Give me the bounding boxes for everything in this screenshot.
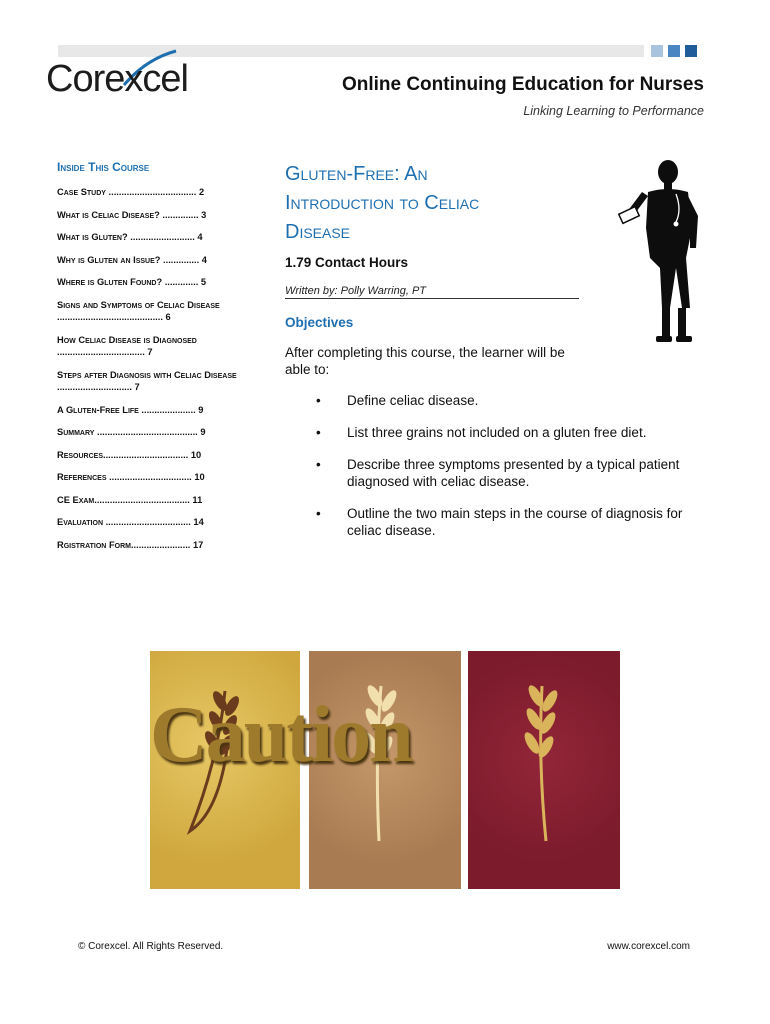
toc-heading: Inside This Course	[57, 160, 150, 174]
toc-item-page: 4	[201, 254, 207, 265]
toc-item-page: 9	[198, 404, 204, 415]
toc-item[interactable]	[57, 276, 239, 289]
objective-item	[316, 424, 711, 441]
objective-text: List three grains not included on a gluten free diet.	[347, 425, 647, 440]
toc-item-label: Summary .......................................	[57, 427, 198, 437]
toc-item-page: 3	[201, 209, 207, 220]
header-square-light	[651, 45, 663, 57]
table-of-contents	[57, 186, 239, 561]
wheat-icon	[468, 651, 620, 889]
footer-website[interactable]: www.corexcel.com	[607, 941, 690, 952]
objectives-heading: Objectives	[285, 315, 354, 330]
course-title	[285, 160, 565, 247]
divider	[285, 298, 579, 299]
objective-item	[316, 505, 711, 539]
toc-item-page: 2	[198, 187, 205, 197]
toc-item-page: 4	[197, 232, 203, 242]
toc-item-page: 10	[190, 449, 202, 460]
objective-item	[316, 456, 711, 490]
toc-item-label: Where is Gluten Found? .............	[57, 277, 199, 287]
toc-item-label: Why is Gluten an Issue? ..............	[57, 254, 200, 265]
toc-item-label: Rgistration Form.......................	[57, 539, 191, 550]
course-title-line-3: Disease	[285, 221, 351, 243]
toc-item[interactable]	[57, 299, 239, 324]
contact-hours: 1.79 Contact Hours	[285, 255, 409, 270]
toc-item[interactable]	[57, 426, 239, 439]
toc-item-label: How Celiac Disease is Diagnosed ..................................	[57, 334, 197, 357]
toc-item-label: What is Gluten? .........................	[57, 232, 195, 242]
toc-item[interactable]	[57, 404, 239, 417]
toc-item-page: 17	[192, 539, 204, 550]
nurse-silhouette-icon	[618, 158, 718, 348]
caution-wordart: Caution	[150, 691, 412, 779]
toc-item[interactable]	[57, 186, 239, 199]
toc-item-label: A Gluten-Free Life .....................	[57, 404, 196, 415]
objective-text: Define celiac disease.	[347, 393, 479, 408]
toc-item-label: References ................................	[57, 472, 192, 482]
bullet-icon: •	[316, 457, 321, 472]
toc-item-label: What is Celiac Disease? ..............	[57, 209, 199, 220]
course-title-line-2: Introduction to Celiac	[285, 192, 480, 214]
objective-text: Outline the two main steps in the course of diagnosis for celiac disease.	[347, 506, 683, 538]
toc-item[interactable]	[57, 231, 239, 244]
toc-item-page: 7	[147, 347, 153, 357]
toc-item[interactable]	[57, 471, 239, 484]
toc-item-page: 14	[193, 517, 204, 527]
toc-item[interactable]	[57, 449, 239, 462]
header-square-dark	[685, 45, 697, 57]
toc-item-label: Evaluation .................................	[57, 517, 191, 527]
corexcel-logo: Corexcel	[46, 58, 188, 100]
author-line: Written by: Polly Warring, PT	[285, 285, 426, 297]
bullet-icon: •	[316, 425, 321, 440]
toc-item[interactable]	[57, 334, 239, 359]
header-square-mid	[668, 45, 680, 57]
bullet-icon: •	[316, 393, 321, 408]
objective-item	[316, 392, 711, 409]
objectives-intro: After completing this course, the learner will be able to:	[285, 345, 565, 377]
toc-item-page: 9	[200, 427, 206, 437]
toc-item-label: Resources.................................	[57, 449, 189, 460]
toc-item-label: Steps after Diagnosis with Celiac Disease .............................	[57, 369, 237, 392]
toc-item[interactable]	[57, 516, 239, 529]
toc-item-page: 7	[134, 382, 140, 392]
toc-item-label: Case Study ..................................	[57, 187, 197, 197]
toc-item-label: Signs and Symptoms of Celiac Disease .........................................	[57, 299, 220, 322]
objectives-list	[316, 392, 711, 554]
toc-item[interactable]	[57, 254, 239, 267]
toc-item-page: 11	[192, 494, 203, 505]
image-panel-maroon	[468, 651, 620, 889]
toc-item-label: CE Exam.....................................	[57, 494, 190, 505]
objective-text: Describe three symptoms presented by a typical patient diagnosed with celiac disease.	[347, 457, 680, 489]
toc-item-page: 10	[194, 472, 205, 482]
toc-item[interactable]	[57, 209, 239, 222]
course-title-line-1: Gluten-Free: An	[285, 163, 428, 185]
toc-item-page: 5	[200, 277, 207, 287]
toc-item[interactable]	[57, 369, 239, 394]
toc-item-page: 6	[165, 312, 171, 322]
footer-copyright: © Corexcel. All Rights Reserved.	[78, 941, 224, 952]
header-tagline: Linking Learning to Performance	[523, 104, 704, 118]
toc-item[interactable]	[57, 494, 239, 507]
header-title: Online Continuing Education for Nurses	[341, 74, 704, 95]
bullet-icon: •	[316, 506, 321, 521]
toc-item[interactable]	[57, 539, 239, 552]
